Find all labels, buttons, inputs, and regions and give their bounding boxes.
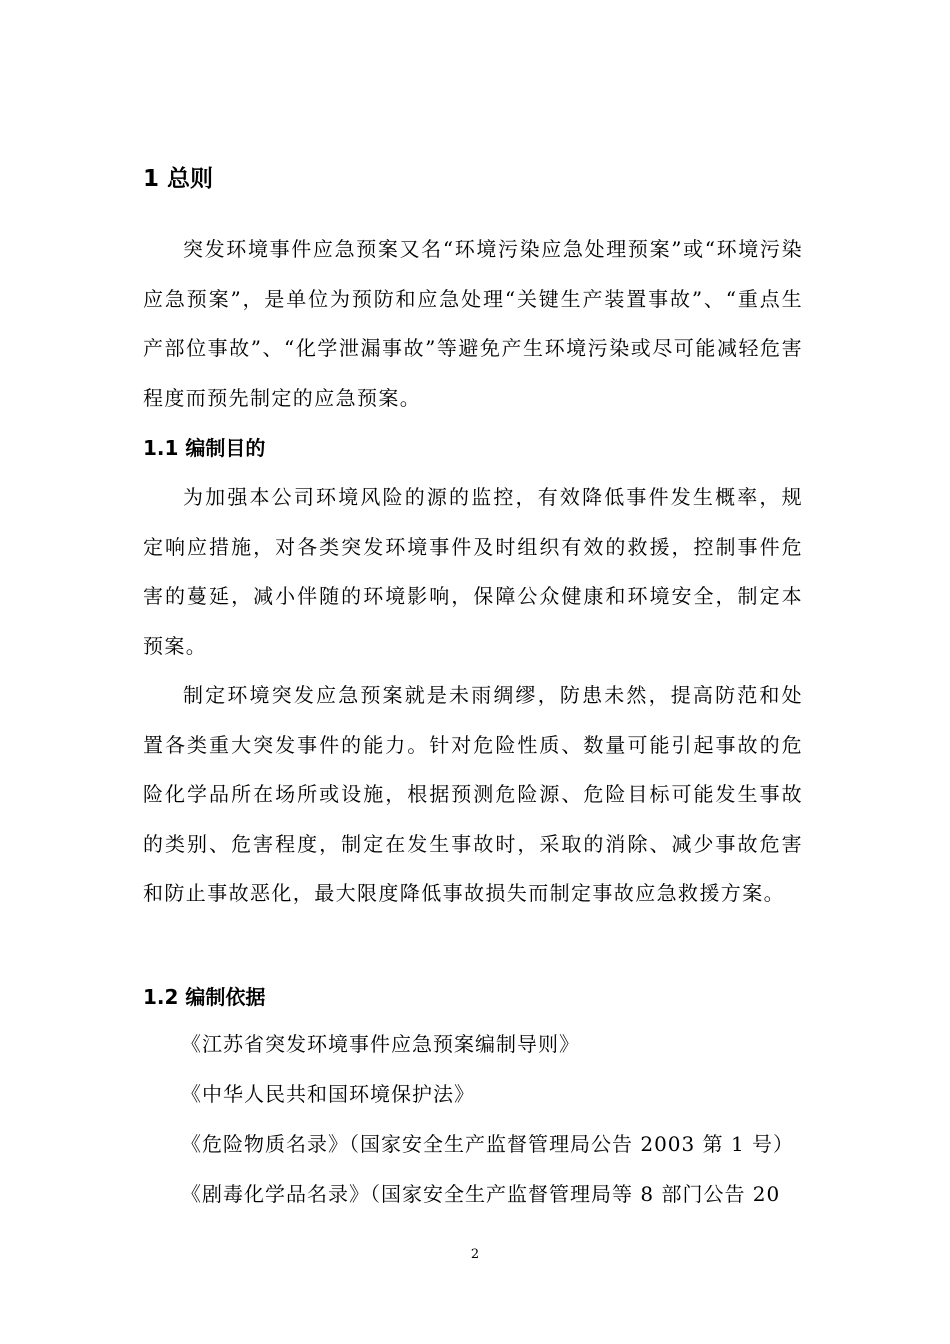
section-1-heading: 1 总则 [143, 166, 214, 192]
reference-item: 《中华人民共和国环境保护法》 [181, 1082, 475, 1106]
section-1-1-heading: 1.1 编制目的 [143, 436, 266, 460]
reference-item: 《剧毒化学品名录》（国家安全生产监督管理局等 8 部门公告 20 [181, 1182, 781, 1206]
purpose-paragraph-1: 为加强本公司环境风险的源的监控，有效降低事件发生概率，规定响应措施，对各类突发环境事件及时组织有效的救援，控制事件危害的蔓延，减小伴随的环境影响，保障公众健康和环境安全，制定本预案。 [143, 485, 803, 658]
reference-item: 《危险物质名录》（国家安全生产监督管理局公告 2003 第 1 号） [181, 1132, 795, 1156]
section-1-intro-paragraph: 突发环境事件应急预案又名“环境污染应急处理预案”或“环境污染应急预案”，是单位为预防和应急处理“关键生产装置事故”、“重点生产部位事故”、“化学泄漏事故”等避免产生环境污染或尽可能减轻危害程度而预先制定的应急预案。 [143, 237, 803, 410]
page-number: 2 [470, 1247, 480, 1262]
purpose-paragraph-2: 制定环境突发应急预案就是未雨绸缪，防患未然，提高防范和处置各类重大突发事件的能力。针对危险性质、数量可能引起事故的危险化学品所在场所或设施，根据预测危险源、危险目标可能发生事故的类别、危害程度，制定在发生事故时，采取的消除、减少事故危害和防止事故恶化，最大限度降低事故损失而制定事故应急救援方案。 [143, 683, 803, 905]
reference-item: 《江苏省突发环境事件应急预案编制导则》 [181, 1032, 580, 1056]
section-1-2-heading: 1.2 编制依据 [143, 985, 266, 1009]
